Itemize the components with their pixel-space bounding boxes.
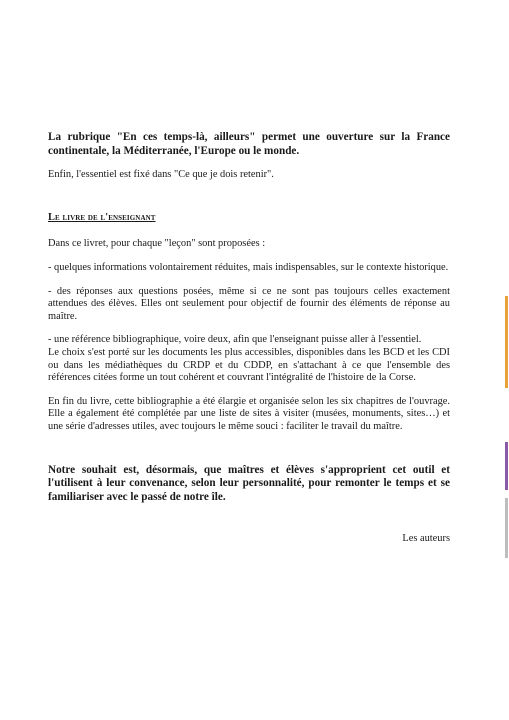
edge-mark-gray — [505, 498, 508, 558]
section-lead-paragraph: Dans ce livret, pour chaque "leçon" sont proposées : — [48, 238, 266, 250]
list-item-reponses: - des réponses aux questions posées, même si ce ne sont pas toujours celles exactement attendues des élèves. Elles ont seulement pour objectif de fournir des éléments de réponse au maître. — [48, 285, 450, 322]
conclusion-paragraph: Notre souhait est, désormais, que maîtres et élèves s'approprient cet outil et l'utilisent à leur convenance, selon leur personnalité, pour remonter le temps et se familiariser avec le passé de notre île. — [48, 463, 450, 503]
list-item-informations: - quelques informations volontairement réduites, mais indispensables, sur le contexte historique. — [48, 261, 449, 273]
section-heading: Le livre de l'enseignant — [48, 211, 156, 223]
signature: Les auteurs — [402, 533, 450, 545]
edge-mark-orange — [505, 296, 508, 388]
intro-rubrique-paragraph: La rubrique "En ces temps-là, ailleurs" permet une ouverture sur la France continentale, la Méditerranée, l'Europe ou le monde. — [48, 131, 450, 157]
choix-paragraph: Le choix s'est porté sur les documents les plus accessibles, disponibles dans les BCD et les CDI ou dans les médiathèques du CRDP et du CDDP, en s'attachant à ce que l'ensemble des références citées forme un tout cohérent et couvrant l'intégralité de l'histoire de la Corse. — [48, 346, 450, 384]
list-item-reference: - une référence bibliographique, voire deux, afin que l'enseignant puisse aller à l'essentiel. — [48, 334, 422, 346]
intro-essentiel-paragraph: Enfin, l'essentiel est fixé dans "Ce que je dois retenir". — [48, 169, 274, 181]
edge-mark-purple — [505, 442, 508, 490]
page-content — [48, 131, 450, 546]
fin-paragraph: En fin du livre, cette bibliographie a été élargie et organisée selon les six chapitres de l'ouvrage. Elle a également été complétée par une liste de sites à visiter (musées, monuments, sites…) et une série d'adresses utiles, avec toujours le même souci : faciliter le travail du maître. — [48, 395, 450, 432]
